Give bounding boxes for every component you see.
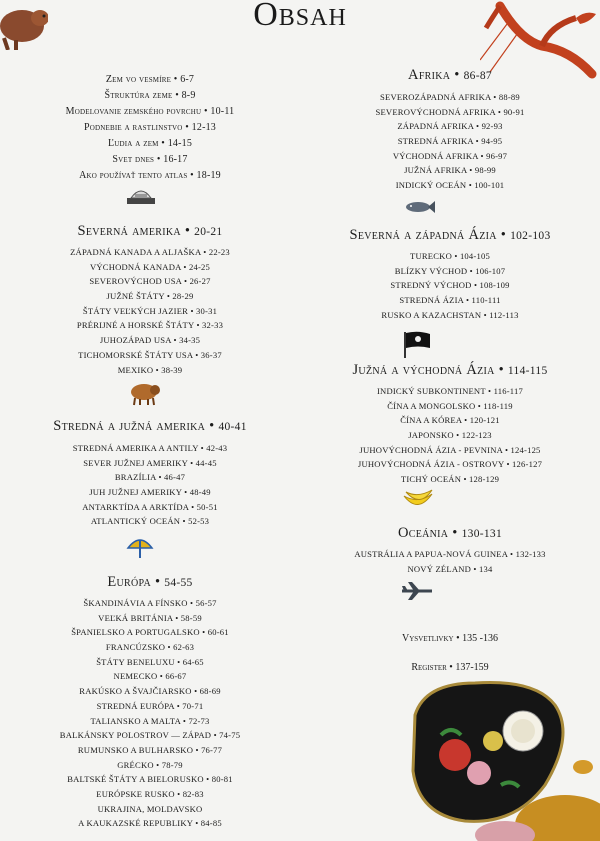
toc-item[interactable]: ATLANTICKÝ OCEÁN • 52-53 (90, 516, 210, 527)
toc-item[interactable]: Ako používať tento atlas • 18-19 (79, 170, 221, 181)
africa-list (300, 90, 600, 193)
legend-entry[interactable]: Vysvetlivky • 135 -136 (402, 633, 498, 644)
toc-item[interactable]: EURÓPSKE RUSKO • 82-83 (96, 788, 204, 799)
toc-item[interactable]: SEVEROZÁPADNÁ AFRIKA • 88-89 (380, 92, 520, 102)
section-title-europe[interactable]: Európa • 54-55 (107, 574, 193, 590)
toc-item[interactable]: JUHOZÁPAD USA • 34-35 (99, 335, 201, 346)
north-west-asia-list (300, 249, 600, 322)
toc-item[interactable]: STREDNÁ AMERIKA A ANTILY • 42-43 (72, 443, 228, 453)
toc-item[interactable]: Zem vo vesmíre • 6-7 (105, 74, 195, 85)
toc-item[interactable]: VÝCHODNÁ KANADA • 24-25 (89, 261, 211, 272)
toc-item[interactable]: INDICKÝ SUBKONTINENT • 116-117 (377, 386, 523, 396)
intro-list (0, 72, 300, 184)
section-title-north-america[interactable]: Severná amerika • 20-21 (77, 223, 223, 239)
toc-item[interactable]: UKRAJINA, MOLDAVSKO (97, 803, 203, 814)
toc-item[interactable]: BLÍZKY VÝCHOD • 106-107 (394, 265, 506, 276)
toc-item[interactable]: VÝCHODNÁ AFRIKA • 96-97 (392, 150, 508, 161)
toc-item[interactable]: ZÁPADNÁ KANADA A ALJAŠKA • 22-23 (70, 247, 230, 257)
toc-item[interactable]: BRAZÍLIA • 46-47 (114, 472, 186, 483)
toc-item[interactable]: TICHÝ OCEÁN • 128-129 (400, 474, 500, 485)
toc-item[interactable]: Svet dnes • 16-17 (112, 154, 188, 165)
toc-item[interactable]: RUSKO A KAZACHSTAN • 112-113 (381, 309, 519, 320)
toc-item[interactable]: Podnebie a rastlinstvo • 12-13 (83, 122, 217, 133)
toc-item[interactable]: BALTSKÉ ŠTÁTY A BIELORUSKO • 80-81 (67, 774, 233, 785)
painted-tray-icon (405, 675, 600, 841)
toc-item[interactable]: ŠTÁTY BENELUXU • 64-65 (96, 656, 204, 667)
register-entry[interactable]: Register • 137-159 (411, 662, 489, 673)
section-title-oceania[interactable]: Oceánia • 130-131 (397, 525, 503, 541)
toc-item[interactable]: RUMUNSKO A BULHARSKO • 76-77 (77, 744, 223, 755)
toc-item[interactable]: Ľudia a zem • 14-15 (107, 138, 193, 149)
south-east-asia-list (300, 384, 600, 487)
toc-item[interactable]: Modelovanie zemského povrchu • 10-11 (65, 106, 235, 117)
toc-item[interactable]: JUŽNÁ AFRIKA • 98-99 (404, 165, 496, 176)
toc-item[interactable]: ZÁPADNÁ AFRIKA • 92-93 (397, 121, 503, 132)
toc-item[interactable]: NOVÝ ZÉLAND • 134 (407, 563, 493, 574)
north-america-list (0, 245, 300, 377)
toc-item[interactable]: FRANCÚZSKO • 62-63 (105, 642, 195, 653)
toc-item[interactable]: RAKÚSKO A ŠVAJČIARSKO • 68-69 (79, 686, 221, 697)
section-title-africa[interactable]: Afrika • 86-87 (408, 67, 492, 83)
oceania-list (300, 547, 600, 576)
toc-item[interactable]: INDICKÝ OCEÁN • 100-101 (395, 180, 505, 191)
toc-item[interactable]: JUŽNÉ ŠTÁTY • 28-29 (106, 291, 194, 302)
toc-item[interactable]: STREDNÁ ÁZIA • 110-111 (399, 295, 501, 306)
toc-item[interactable]: ČÍNA A MONGOLSKO • 118-119 (387, 400, 513, 411)
fish-icon (404, 198, 436, 216)
toc-item[interactable]: TALIANSKO A MALTA • 72-73 (90, 715, 210, 726)
toc-item[interactable]: BALKÁNSKY POLOSTROV — ZÁPAD • 74-75 (59, 730, 241, 741)
toc-item[interactable]: GRÉCKO • 78-79 (117, 759, 183, 770)
toc-item[interactable]: MEXIKO • 38-39 (117, 364, 183, 375)
umbrella-icon (126, 534, 154, 560)
toc-item[interactable]: SEVER JUŽNEJ AMERIKY • 44-45 (83, 457, 217, 468)
toc-item[interactable]: JUH JUŽNEJ AMERIKY • 48-49 (89, 487, 211, 498)
toc-item[interactable]: STREDNÁ AFRIKA • 94-95 (397, 136, 503, 147)
europe-list (0, 596, 300, 831)
pirate-flag-icon (402, 330, 432, 358)
toc-item[interactable]: NEMECKO • 66-67 (113, 671, 187, 682)
toc-item[interactable]: PRÉRIJNÉ A HORSKÉ ŠTÁTY • 32-33 (76, 320, 224, 331)
toc-item[interactable]: SEVEROVÝCHOD USA • 26-27 (89, 276, 211, 287)
section-title-north-west-asia[interactable]: Severná a západná Ázia • 102-103 (349, 227, 551, 243)
bison-icon (128, 380, 160, 406)
toc-item[interactable]: Štruktúra zeme • 8-9 (104, 90, 196, 101)
toc-item[interactable]: TICHOMORSKÉ ŠTÁTY USA • 36-37 (78, 349, 222, 360)
toc-item[interactable]: STREDNÝ VÝCHOD • 108-109 (390, 280, 510, 291)
section-title-south-america[interactable]: Stredná a južná amerika • 40-41 (53, 418, 247, 434)
toc-item[interactable]: STREDNÁ EURÓPA • 70-71 (96, 700, 204, 711)
toc-item[interactable]: ŠKANDINÁVIA A FÍNSKO • 56-57 (83, 598, 217, 608)
jet-icon (400, 580, 434, 602)
toc-item[interactable]: ČÍNA A KÓREA • 120-121 (400, 415, 500, 426)
toc-item[interactable]: SEVEROVÝCHODNÁ AFRIKA • 90-91 (375, 106, 525, 117)
toc-item[interactable]: JUHOVÝCHODNÁ ÁZIA - PEVNINA • 124-125 (359, 444, 541, 455)
toc-item[interactable]: A KAUKAZSKÉ REPUBLIKY • 84-85 (78, 818, 222, 829)
banana-icon (402, 488, 434, 510)
toc-item[interactable]: VEĽKÁ BRITÁNIA • 58-59 (98, 612, 202, 623)
observatory-icon (125, 184, 157, 206)
section-title-south-east-asia[interactable]: Južná a východná Ázia • 114-115 (352, 362, 548, 378)
page-title: Obsah (253, 0, 347, 33)
south-america-list (0, 441, 300, 529)
toc-item[interactable]: ŠPANIELSKO A PORTUGALSKO • 60-61 (71, 627, 229, 638)
toc-item[interactable]: ANTARKTÍDA A ARKTÍDA • 50-51 (82, 501, 218, 512)
toc-item[interactable]: TURECKO • 104-105 (410, 251, 490, 261)
toc-item[interactable]: AUSTRÁLIA A PAPUA-NOVÁ GUINEA • 132-133 (354, 549, 546, 559)
toc-item[interactable]: JUHOVÝCHODNÁ ÁZIA - OSTROVY • 126-127 (357, 459, 543, 470)
toc-item[interactable]: ŠTÁTY VEĽKÝCH JAZIER • 30-31 (82, 305, 218, 316)
toc-item[interactable]: JAPONSKO • 122-123 (408, 430, 492, 441)
